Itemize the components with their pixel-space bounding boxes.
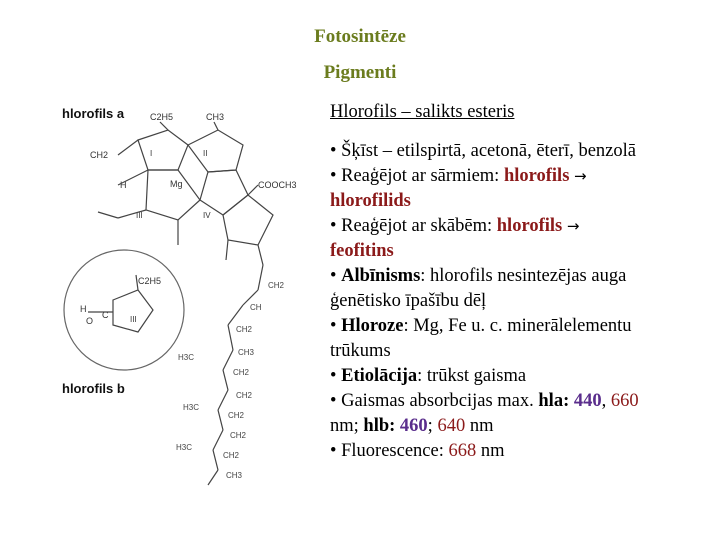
label-chlorophyll-a: hlorofils a (62, 106, 125, 121)
svg-text:H3C: H3C (178, 353, 195, 362)
svg-text:CH2: CH2 (236, 391, 253, 400)
svg-text:IV: IV (203, 211, 211, 220)
label-chlorophyll-b: hlorofils b (62, 381, 125, 396)
svg-text:CH3: CH3 (206, 112, 225, 122)
svg-text:CH3: CH3 (238, 348, 255, 357)
bullet-solubility: • Šķīst – etilspirtā, acetonā, ēterī, benzolā (330, 141, 636, 161)
svg-text:CH2: CH2 (223, 451, 240, 460)
slide-subtitle: Pigmenti (323, 62, 397, 83)
arrow-icon: → (574, 167, 587, 185)
svg-text:CH3: CH3 (226, 471, 243, 480)
bullet-etiolation: • Etiolācija: trūkst gaisma (330, 366, 527, 386)
bullet-fluorescence: • Fluorescence: 668 nm (330, 441, 505, 461)
svg-text:H: H (80, 304, 87, 314)
svg-text:Mg: Mg (170, 179, 183, 189)
bullet-acid-reaction: • Reaģējot ar skābēm: hlorofils → (330, 216, 580, 236)
svg-text:COOCH3: COOCH3 (258, 180, 297, 190)
svg-text:CH2: CH2 (90, 150, 109, 160)
svg-text:C2H5: C2H5 (150, 112, 174, 122)
bullet-alkali-reaction: • Reaģējot ar sārmiem: hlorofils → (330, 166, 587, 186)
svg-text:II: II (203, 149, 208, 158)
section-heading: Hlorofils – salikts esteris (330, 102, 515, 122)
svg-text:III: III (136, 211, 143, 220)
svg-text:CH2: CH2 (268, 281, 285, 290)
svg-text:CH: CH (250, 303, 262, 312)
svg-text:CH2: CH2 (236, 325, 253, 334)
svg-text:CH2: CH2 (230, 431, 247, 440)
svg-text:C: C (102, 310, 109, 320)
svg-text:III: III (130, 315, 137, 324)
slide-title: Fotosintēze (314, 26, 406, 47)
svg-text:C2H5: C2H5 (138, 276, 162, 286)
bullet-chlorosis: • Hloroze: Mg, Fe u. c. minerālelementu (330, 316, 632, 336)
bullet-albinism: • Albīnisms: hlorofils nesintezējas auga (330, 266, 627, 286)
bullet-absorption: • Gaismas absorbcijas max. hla: 440, 660 (330, 391, 639, 411)
svg-text:O: O (86, 316, 94, 326)
svg-text:H3C: H3C (183, 403, 200, 412)
chlorophyll-structure-diagram (58, 100, 318, 500)
svg-text:CH2: CH2 (233, 368, 250, 377)
svg-text:H: H (120, 180, 127, 190)
svg-text:CH2: CH2 (228, 411, 245, 420)
arrow-icon: → (566, 217, 580, 235)
svg-text:I: I (150, 149, 153, 158)
text-panel: Hlorofils – salikts esteris • Šķīst – etilspirtā, acetonā, ēterī, benzolā • Reaģējot ar sārmiem: hlorofils → hlorofilids • Reaģējot ar skābēm: hlorofils → feofitins • Albīnisms: hlorofils nesintezējas auga ģenētisko īpašību dēļ • Hloroze: Mg, Fe u. c. minerālelementu trūkums • Etiolācija: trūkst gaisma • Gaismas absorbcijas max. hla: 440, 660 nm; hlb: 460; 640 nm • Fluorescence: 668 nm (330, 100, 710, 464)
svg-text:H3C: H3C (176, 443, 193, 452)
